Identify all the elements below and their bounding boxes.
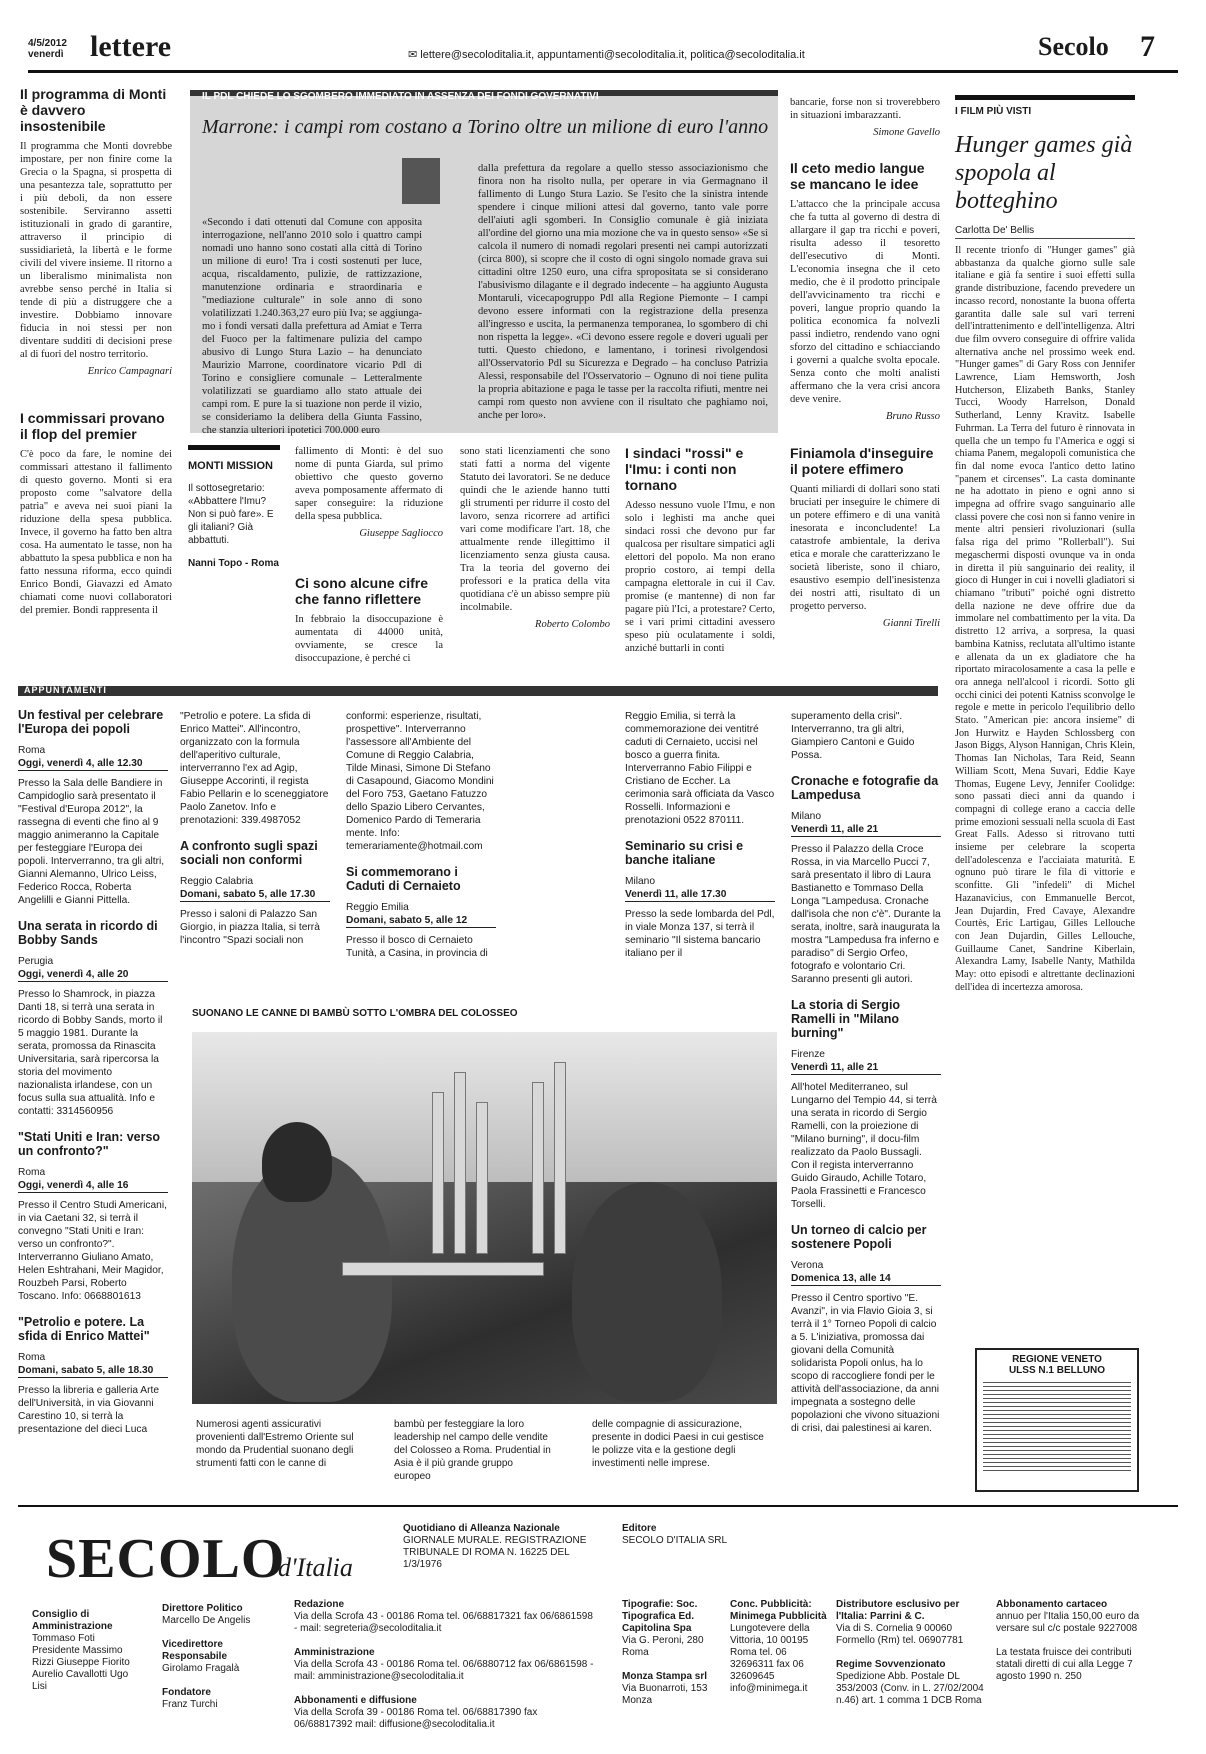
feature-box-rom-camps	[190, 90, 778, 436]
appointment-title: A confronto sugli spazi sociali non conformi	[180, 839, 318, 867]
appointment-location: Roma	[18, 1167, 46, 1178]
colophon-distribution	[836, 1599, 986, 1707]
appointments-col5	[791, 710, 941, 1490]
letter-colombo	[460, 445, 610, 673]
letter-body: Adesso nessuno vuole l'Imu, e non solo i leghisti ma anche quei sindaci rossi che devono pur far qualcosa per risultare simpatici agli elettori del popolo. Ma non erano proprio costoro, ai tempi della campagna elettorale in cui il Cav. promise (e mantenne) di non far pagare più l'Ici, a protestare? Certo, se i vari primi cittadini avessero speso più oculatamente i soldi, anziché buttarli in conti	[625, 500, 775, 654]
section-title: lettere	[90, 30, 172, 63]
letter-author: Enrico Campagnari	[87, 366, 172, 377]
appointment-time: Domani, sabato 5, alle 17.30	[180, 888, 330, 902]
appointment-time: Venerdì 11, alle 21	[791, 1061, 941, 1075]
appointment-time: Venerdì 11, alle 17.30	[625, 888, 775, 902]
appointment-title: Un festival per celebrare l'Europa dei popoli	[18, 708, 164, 736]
letter-gavello	[790, 96, 940, 151]
letter-sindaci	[625, 445, 775, 673]
pub-text: Lungotevere della Vittoria, 10 00195 Roma tel. 06 32696311 fax 06 32609645 info@minimega.it	[730, 1623, 810, 1694]
appointments-col2	[180, 710, 330, 1000]
photo-bamboo	[476, 1102, 488, 1254]
letter-body: In febbraio la disoccupazione è aumentata di 44000 unità, ovviamente, se cresce la disoccupazione, è perché ci	[295, 614, 443, 664]
letter-potere-effimero	[790, 445, 940, 673]
appointment-title: Una serata in ricordo di Bobby Sands	[18, 919, 158, 947]
appointment-title: Cronache e fotografie da Lampedusa	[791, 774, 939, 802]
box-kicker: IL PDL CHIEDE LO SGOMBERO IMMEDIATO IN ASSENZA DEI FONDI GOVERNATIVI	[202, 91, 599, 102]
appointment-time: Oggi, venerdì 4, alle 12.30	[18, 757, 168, 771]
appointment-body: "Petrolio e potere. La sfida di Enrico Mattei". All'incontro, organizzato con la formula dell'aperitivo culturale, interverranno l'ex ad Agip, Giuseppe Accorinti, il regista Fabio Pellarin e lo sceneggiatore Paolo Zanetov. Info e prenotazioni: 339.4987052	[180, 711, 329, 826]
abb-text: Via della Scrofa 39 - 00186 Roma tel. 06/68817390 fax 06/68817392 mail: diffusione@secoloditalia.it	[294, 1707, 538, 1730]
appointment-time: Domani, sabato 5, alle 12	[346, 914, 496, 928]
letter-title: Finiamola d'inseguire il potere effimero	[790, 445, 934, 477]
issue-date: 4/5/2012 venerdì	[28, 38, 67, 60]
letter-body: C'è poco da fare, le nomine dei commissari attestano il fallimento di questo governo. Monti si era proposto come "salvatore della patria" e aveva nei suoi piani la riduzione della spesa pubblica. Invece, il governo ha fatto ben altra cosa. Ha aumentato le tasse, non ha abbattuto la spesa pubblica e non ha fatto nessuna riforma, ecco quindi Enrico Bondi, Giavazzi ed Amato chiamati come nuovi collaboratori del premier. Bondi rappresenta il	[20, 449, 172, 616]
appointment-location: Milano	[791, 811, 822, 822]
founder-name: Franz Turchi	[162, 1699, 218, 1710]
photo-bamboo	[432, 1092, 444, 1254]
appointment-title: Un torneo di calcio per sostenere Popoli	[791, 1223, 927, 1251]
pub-label: Conc. Pubblicità: Minimega Pubblicità	[730, 1599, 827, 1622]
abbon-label: Abbonamento cartaceo	[996, 1599, 1108, 1610]
regione-veneto-notice	[975, 1348, 1139, 1492]
letter-title: Il programma di Monti è davvero insostenibile	[20, 86, 167, 134]
appointment-body: Presso i saloni di Palazzo San Giorgio, in piazza Italia, si terrà l'incontro "Spazi sociali non	[180, 909, 320, 946]
appointment-title: La storia di Sergio Ramelli in "Milano burning"	[791, 998, 901, 1040]
appointment-body: superamento della crisi". Interverranno, tra gli altri, Giampiero Cantoni e Guido Possa.	[791, 711, 915, 761]
board-members: Tommaso Foti Presidente Massimo Rizzi Giuseppe Fiorito Aurelio Cavallotti Ugo Lisi	[32, 1633, 130, 1692]
letter-body: bancarie, forse non si troverebbero in situazioni imbarazzanti.	[790, 97, 940, 121]
appointment-body: Presso la libreria e galleria Arte dell'Università, in via Giovanni Carestino 10, si terrà la presentazione del dieci Luca	[18, 1385, 159, 1435]
page-number: 7	[1140, 30, 1155, 63]
sidebar-text: Il recente trionfo di "Hunger games" già abbastanza da qualche giorno sulle sale italiane e già fa sentire i suoi effetti sulla grande distribuzione, facendo prevedere un incasso record, nonostante la buona offerta garantita dalle sale sul vari terreni dell'intrattenimento e dell'intelligenza. Altri due film ovvero conseguire di offrire valida alternativa anche nel prossimo week end. "Hunger games" di Gary Ross con Jennifer Lawrence, Liam Hemsworth, Josh Hutcherson, Elizabeth Banks, Stanley Tucci, Woody Harrelson, Donald Sutherland, Lenny Kravitz. Isabelle Fuhrman. La Terra del futuro è rinnovata in quella che un tempo fu l'America e oggi si chiama Panem, megalopoli comunistica che fin dal nome evoca l'antico detto latino "panem et circenses". La casta dominante ne ha adottato in pieno e ogni anno si impegna ad offrire svago sanguinario alle classi povere che così non si fanno venire in mente altri pensieri rivoluzionari (sulla falsa riga del primo "Rollerball"). Sui megaschermi disposti ovunque va in onda in diretta il più sanguinario dei reality, il gioco di Hunger in cui i novelli gladiatori si chiamano "tributi" poiché ogni distretto della nazione ne deve offrire due da immolare nel combattimento per la vita. Da distretto 12 arriva, a sorpresa, la quasi bambina Katniss, reclutata all'ultimo istante e allenata da un ex gladiatore che ha riportato miracolosamente a casa la pelle e ora annega nell'alcool i ricordi. Sotto gli occhi cinici dei potenti Katniss sconvolge le regole e mette in pericolo l'equilibrio dello Stato. "American pie: ancora insieme" di Jon Hurwitz e Hayden Schlossberg con Jason Biggs, Alyson Hannigan, Chris Klein, Thomas Ian Nicholas, Tara Reid, Seann William Scott, Mena Suvari, Eddie Kaye Thomas, Eugene Levy, Jennifer Coolidge: sono passati dieci anni da quando i compagni di college erano a caccia delle prime emozioni sessuali nella scuola di East Great Falls. Adesso si ritrovano tutti insieme per celebrare la scoperta dell'adolescenza e l'acciaiata maturità. E ognuno può tirare le fila di vittorie e sconfitte. Gli "infedeli" di Michel Hazanavicius, con Emmanuelle Bercot, Jean Dujardin, Fred Cavaye, Alexandre Courtès, Eric Lartigau, Gilles Lellouche con Jean Dujardin, Gilles Lellouche, Guillaume Canet, Sandrine Kiberlain, Alexandra Lamy, Isabelle Nanty, Mathilda May: otto episodi e altrettante declinazioni dell'idea di incertezza amorosa.	[955, 245, 1135, 993]
colophon-subscription	[996, 1599, 1156, 1683]
registration: GIORNALE MURALE. REGISTRAZIONE TRIBUNALE DI ROMA N. 16225 DEL 1/3/1976	[403, 1535, 587, 1570]
letter-body: Il programma che Monti dovrebbe impostare, per non finire come la Grecia o la Spagna, si prospetta di una pesantezza tale, soprattutto per i più deboli, da non essere sostenibile. Serviranno assetti istituzionali in grado di garantire, attraverso il principio di sussidiarietà, la libertà e le forme civili del vivere insieme. Il ritorno a un liberalismo minimalista non avrebbe senso perché in Italia si tende di più a distruggere che a investire. Dobbiamo innovare fiducia in noi stessi per non diventare sudditi di decisioni prese al di fuori del nostro territorio.	[20, 141, 172, 360]
appointment-item	[18, 708, 168, 907]
appointment-body: Presso la Sala delle Bandiere in Campidoglio sarà presentato il "Festival d'Europa 2012", la rassegna di eventi che fino al 9 maggio animeranno la Capitale per festeggiare l'Europa dei popoli. Interverranno, tra gli altri, Gianni Alemanno, Ulrico Leiss, Federico Rocca, Roberta Angelilli e Gianni Pittella.	[18, 778, 165, 906]
photo-figure	[262, 1122, 332, 1202]
board-label: Consiglio di Amministrazione	[32, 1609, 113, 1632]
letter-commissari	[20, 410, 172, 680]
appointment-location: Firenze	[791, 1049, 825, 1060]
appointment-title: Si commemorano i Caduti di Cernaieto	[346, 865, 461, 893]
monza-label: Monza Stampa srl	[622, 1671, 708, 1682]
photo-bamboo	[532, 1082, 544, 1254]
appointment-body: Presso la sede lombarda del Pdl, in viale Monza 137, si terrà il seminario "Il sistema bancario italiano per il	[625, 909, 775, 959]
sidebar-title: Hunger games già spopola al botteghino	[955, 132, 1133, 214]
editor-name: SECOLO D'ITALIA SRL	[622, 1535, 728, 1546]
photo-bamboo	[454, 1072, 466, 1254]
box-body-col1: «Secondo i dati ottenuti dal Comune con apposita interrogazione, nell'anno 2010 solo i quattro campi nomadi uno hanno sono costati alla città di Torino un milione di euro! Tra i costi sostenuti per luce, acqua, riscaldamento, pulizie, de rattizzazione, manutenzione ordinaria e straordinaria e "mediazione culturale" in sole anno di sono volatilizzati 1.240.363,27 euro più Iva; se aggiunga-mo i fondi versati dalla prefettura ad Amiat e Terra del Fuoco per la faltimenare pulizia del campo abusivo di Lungo Stura Lazio – ha denunciato Maurizio Marrone, coordinatore vicario Pdl di Torino e consigliere comunale – Letteralmente volatilizzati se guardiamo allo stato attuale dei campi rom. E pure la si tuazione non perde il vizio, se consideriamo la delibera della Giunta Fassino, che stanzia ulteriori ipotetici 700.000 euro	[202, 217, 422, 436]
news-photo	[192, 1032, 777, 1404]
appointment-location: Milano	[625, 876, 656, 887]
appointment-time: Oggi, venerdì 4, alle 16	[18, 1179, 168, 1193]
appuntamenti-label: APPUNTAMENTI	[24, 685, 107, 695]
letter-author: Gianni Tirelli	[882, 618, 940, 629]
masthead	[28, 30, 1178, 73]
letter-monti-program	[20, 86, 172, 400]
monza-text: Via Buonarroti, 153 Monza	[622, 1683, 708, 1706]
author-portrait	[402, 158, 440, 204]
monti-mission-box	[188, 445, 280, 640]
regime-label: Regime Sovvenzionato	[836, 1659, 946, 1670]
appointment-body: Reggio Emilia, si terrà la commemorazione dei ventitré caduti di Cernaieto, uccisi nel bosco a guerra finita. Interverranno Fabio Filippi e Cristiano de Eccher. La cerimonia sarà officiata da Vasco Rosselli. Informazioni e prenotazioni 0522 870111.	[625, 711, 775, 826]
monti-author: Nanni Topo - Roma	[188, 558, 279, 569]
letter-body: sono stati licenziamenti che sono stati fatti a norma del vigente Statuto dei lavoratori. Se ne deduce quindi che le aziende hanno tutti gli strumenti per ridurre il costo del lavoro, senza ricorrere ad artifici vari come modificare l'art. 18, che attualmente rende illegittimo il licenziamento senza giusta causa. Tra la teoria del governo dei professori e la pratica della vita quotidiana c'è un abisso sempre più incolmabile.	[460, 446, 610, 613]
letter-author: Bruno Russo	[886, 411, 940, 422]
appointment-body: Presso il Centro sportivo "E. Avanzi", in via Flavio Gioia 3, si terrà il 1° Torneo Popoli di calcio a 5. L'iniziativa, promossa dai giovani della Comunità solidarista Popoli onlus, ha lo scopo di raccogliere fondi per le attività dell'associazione, da anni impegnata a sostegno delle popolazioni che vivono situazioni di crisi, dai palestinesi ai karen.	[791, 1293, 940, 1434]
colophon-board	[32, 1609, 142, 1693]
appointment-location: Reggio Calabria	[180, 876, 254, 887]
appointments-col4	[625, 710, 775, 1000]
appointment-title: Seminario su crisi e banche italiane	[625, 839, 744, 867]
letter-cifre	[295, 575, 443, 675]
appointment-location: Perugia	[18, 956, 54, 967]
appointment-body: Presso il Centro Studi Americani, in via Caetani 32, si terrà il convegno "Stati Uniti e Iran: verso un confronto?". Interverranno Giuliano Amato, Helen Eshtrahani, Meir Magidor, Rouzbeh Parsi, Roberto Toscano. Info: 0668801613	[18, 1200, 167, 1302]
dist-text: Via di S. Cornelia 9 00060 Formello (Rm) tel. 06907781	[836, 1623, 964, 1646]
photo-caption: delle compagnie di assicurazione, presente in dodici Paesi in cui gestisce le polizze vita e la gestione degli investimenti nelle imprese.	[592, 1419, 764, 1469]
colophon-subtitle	[403, 1523, 603, 1571]
photo-bamboo	[342, 1262, 544, 1276]
director-label: Direttore Politico	[162, 1603, 243, 1614]
dist-label: Distributore esclusivo per l'Italia: Parrini & C.	[836, 1599, 960, 1622]
brand-name: Secolo	[1038, 32, 1109, 61]
appointment-location: Verona	[791, 1260, 824, 1271]
secolo-logo-suffix: d'Italia	[278, 1553, 353, 1582]
letter-author: Giuseppe Sagliocco	[359, 528, 443, 539]
appointment-body: conformi: esperienze, risultati, prospettive". Interverranno l'assessore all'Ambiente del Comune di Reggio Calabria, Tilde Minasi, Simone Di Stefano di Casapound, Giacomo Mondini del Foro 753, Gaetano Fatuzzo dello Spazio Libero Cervantes, Domenico Pardo di Temeraria mente. Info: temerariamente@hotmail.com	[346, 711, 494, 852]
abb-label: Abbonamenti e diffusione	[294, 1695, 417, 1706]
appointment-location: Roma	[18, 745, 46, 756]
appointment-location: Roma	[18, 1352, 46, 1363]
tipo-text: Via G. Peroni, 280 Roma	[622, 1635, 704, 1658]
appointment-time: Domenica 13, alle 14	[791, 1272, 941, 1286]
letter-author: Roberto Colombo	[535, 619, 610, 630]
letter-author: Simone Gavello	[873, 127, 940, 138]
amm-label: Amministrazione	[294, 1647, 375, 1658]
redazione-text: Via della Scrofa 43 - 00186 Roma tel. 06/68817321 fax 06/6861598 - mail: segreteria@secoloditalia.it	[294, 1611, 593, 1634]
contact-emails[interactable]: ✉ lettere@secoloditalia.it, appuntamenti@secoloditalia.it, politica@secoloditalia.it	[408, 49, 805, 61]
notice-line1: REGIONE VENETO	[1012, 1354, 1102, 1365]
box-body-col2: dalla prefettura da regolare a quello stesso associazionismo che finora non ha risolto nulla, per operare in via Germagnano il fallimento di Lungo Stura Lazio. Se l'esito che la sinistra intende spendere i cinque milioni attesi dal governo, tanto vale porre dell'aiuti agli sgomberi. In Consiglio comunale è già iniziata all'ordine del giorno una mia mozione che va in questo senso» «Se si calcola il numero di nomadi regolari presenti nei campi autorizzati (circa 800), si scopre che il costo di ogni singolo nomade grava sui cittadini oltre 1250 euro, una cifra spropositata se si considerano l'abusivismo dilagante e il degrado indecente – ha aggiunto Augusta Montaruli, vicecapogruppo Pdl alla Regione Piemonte – I campi devono essere informati con la registrazione della presenza all'ingresso e uscita, la permanenza temporanea, lo sgombero di chi non rispetta la legge». «Ci devono essere regole e doveri uguali per tutti. Questo chiedono, e lamentano, i torinesi rivolgendosi all'Osservatorio Pdl su Sicurezza e Degrado – ha concluso Patrizia Alessi, responsabile del l'Osservatorio – Ognuno di noi tiene pulita la propria abitazione e paga le tasse per la raccolta rifiuti, mentre nei campi rom questo non avviene con il risultato che paghiamo noi, anche per loro».	[478, 163, 768, 421]
abbon-text: annuo per l'Italia 150,00 euro da versare sul c/c postale 9227008	[996, 1611, 1140, 1634]
appointment-time: Oggi, venerdì 4, alle 20	[18, 968, 168, 982]
appointment-body: Presso il bosco di Cernaieto Tunità, a Casina, in provincia di	[346, 935, 488, 959]
appointment-item	[18, 919, 168, 1118]
box-headline: Marrone: i campi rom costano a Torino oltre un milione di euro l'anno	[202, 116, 769, 138]
regime-text: Spedizione Abb. Postale DL 353/2003 (Conv. in L. 27/02/2004 n.46) art. 1 comma 1 DCB Roma	[836, 1671, 984, 1706]
notice-fine-print	[983, 1382, 1131, 1472]
photo-caption: Numerosi agenti assicurativi provenienti dall'Estremo Oriente sul mondo da Prudential suonano degli strumenti fatti con le canne di	[196, 1419, 354, 1469]
photo-caption: bambù per festeggiare la loro leadership nel campo delle vendite del Colosseo a Roma. Prudential in Asia è il più grande gruppo europeo	[394, 1419, 551, 1482]
colophon-direction	[162, 1603, 272, 1711]
colophon-offices	[294, 1599, 594, 1731]
letter-body: fallimento di Monti: è del suo nome di punta Giarda, sul primo obiettivo che questo governo aveva pomposamente affermato di saper conseguire: la riduzione della spesa pubblica.	[295, 446, 443, 522]
letter-body: L'attacco che la principale accusa che fa tutta al governo di destra di allargare il gap tra ricchi e poveri, risulta adesso il tesoretto dell'esecutivo di Monti. L'economia insegna che il ceto medio, che è il prodotto principale dell'avvicinamento tra ricchi e poveri, langue proprio quando la politica economica fa nolvezli passi indietro, rendendo vano ogni sforzo del cittadino e schiacciando i governi a qualche svolta epocale. Senza conto che molti analisti affermano che la vera crisi ancora deve venire.	[790, 199, 940, 405]
vice-name: Girolamo Fragalà	[162, 1663, 240, 1674]
amm-text: Via della Scrofa 43 - 00186 Roma tel. 06/6880712 fax 06/6861598 - mail: amministrazione@secoloditalia.it	[294, 1659, 594, 1682]
vice-label: Vicedirettore Responsabile	[162, 1639, 228, 1662]
envelope-icon: ✉	[408, 49, 421, 61]
sidebar-author: Carlotta De' Bellis	[955, 225, 1135, 239]
appointment-time: Domani, sabato 5, alle 18.30	[18, 1364, 168, 1378]
colophon-editor	[622, 1523, 772, 1547]
colophon-print	[622, 1599, 732, 1707]
editor-label: Editore	[622, 1523, 657, 1534]
appointments-col1	[18, 708, 168, 1488]
film-sidebar	[955, 95, 1135, 1395]
letter-continuation	[295, 445, 443, 565]
letter-title: I sindaci "rossi" e l'Imu: i conti non tornano	[625, 445, 744, 493]
appointment-body: Presso lo Shamrock, in piazza Danti 18, si terrà una serata in ricordo di Bobby Sands, morto il 5 maggio 1981. Durante la serata, promossa da Rinascita Universitaria, sarà ripercorsa la storia del movimento nazionalista irlandese, con un focus sulla sua attualità. Info e contatti: 3314560956	[18, 989, 163, 1117]
appointment-time: Venerdì 11, alle 21	[791, 823, 941, 837]
secolo-logo: SECOLO	[46, 1528, 286, 1590]
appointments-col3	[346, 710, 496, 1000]
appuntamenti-bar	[18, 686, 938, 696]
photo-kicker: SUONANO LE CANNE DI BAMBÙ SOTTO L'OMBRA DEL COLOSSEO	[192, 1008, 518, 1019]
colophon	[18, 1505, 1178, 1732]
appointment-item	[18, 1315, 168, 1436]
appointment-body: Presso il Palazzo della Croce Rossa, in via Marcello Pucci 7, sarà presentato il libro di Laura Bastianetto e Tommaso Della Longa "Lampedusa. Cronache dall'isola che non c'è". Durante la serata, inoltre, sarà inaugurata la mostra "Lampedusa fra inferno e paradiso" di Sergio Orfeo, fotografo e volontario Cri. Saranno presenti gli autori.	[791, 844, 941, 985]
appointment-title: "Stati Uniti e Iran: verso un confronto?"	[18, 1130, 161, 1158]
appointment-title: "Petrolio e potere. La sfida di Enrico Mattei"	[18, 1315, 150, 1343]
monti-text: Il sottosegretario: «Abbattere l'Imu? Non si può fare». E gli italiani? Già abbattuti.	[188, 483, 274, 546]
founder-label: Fondatore	[162, 1687, 211, 1698]
letter-body: Quanti miliardi di dollari sono stati bruciati per inseguire le chimere di un potere effimero e di una vanità inesorata e inconcludente! La catastrofe ambientale, la deriva etica e morale che caratterizzano le società liberiste, sono il chiaro, esaustivo esempio dell'inesistenza dei nostri atti, risultato di un progetto perverso.	[790, 484, 940, 612]
appointment-item	[18, 1130, 168, 1303]
appointment-location: Reggio Emilia	[346, 902, 409, 913]
tipo-label: Tipografie: Soc. Tipografica Ed. Capitolina Spa	[622, 1599, 698, 1634]
notice-line2: ULSS N.1 BELLUNO	[1008, 1365, 1106, 1376]
subtitle: Quotidiano di Alleanza Nazionale	[403, 1523, 560, 1534]
colophon-advert	[730, 1599, 830, 1695]
photo-figure	[572, 1182, 722, 1402]
sidebar-category: I FILM PIÙ VISTI	[955, 95, 1135, 117]
director-name: Marcello De Angelis	[162, 1615, 251, 1626]
letter-title: I commissari provano il flop del premier	[20, 410, 165, 442]
appointment-body: All'hotel Mediterraneo, sul Lungarno del Tempio 44, si terrà una serata in ricordo di Sergio Ramelli, con la proiezione di "Milano burning", il docu-film realizzato da Paolo Bussagli. Con il regista interverranno Guido Giraudo, Achille Totaro, Paola Frassinetti e Francesco Torselli.	[791, 1082, 937, 1210]
letter-ceto-medio	[790, 160, 940, 432]
photo-bamboo	[554, 1062, 566, 1254]
monti-title: MONTI MISSION	[188, 460, 273, 472]
letter-title: Ci sono alcune cifre che fanno riflettere	[295, 575, 429, 607]
redazione-label: Redazione	[294, 1599, 345, 1610]
letter-title: Il ceto medio langue se mancano le idee	[790, 160, 925, 192]
contrib-text: La testata fruisce dei contributi statali diretti di cui alla Legge 7 agosto 1990 n. 250	[996, 1647, 1133, 1682]
